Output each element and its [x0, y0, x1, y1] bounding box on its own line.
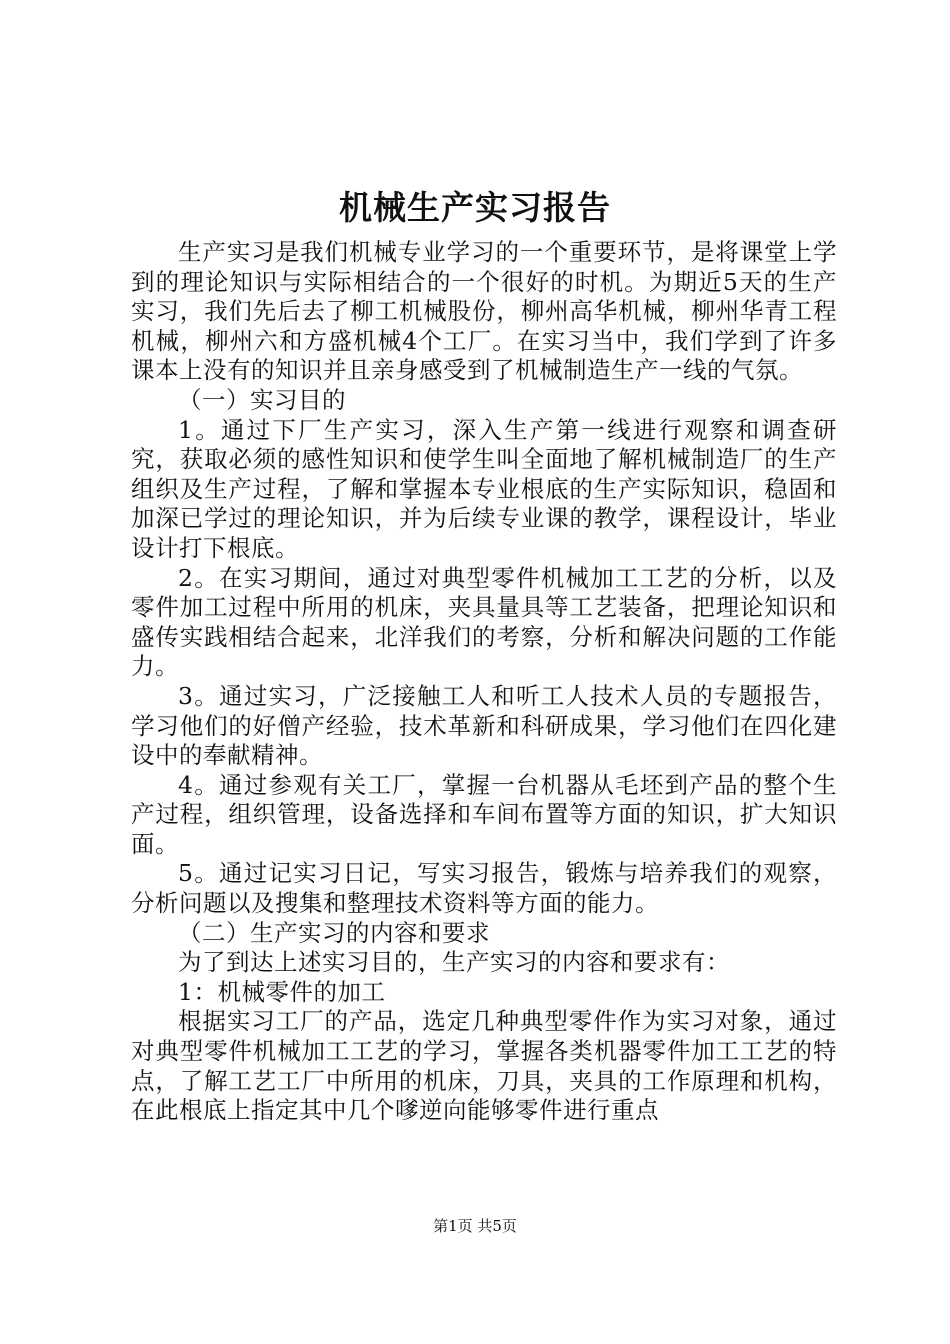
document-body — [131, 238, 837, 1126]
paragraph-purpose-2: 2。在实习期间，通过对典型零件机械加工工艺的分析，以及零件加工过程中所用的机床，夹具量具等工艺装备，把理论知识和盛传实践相结合起来，北洋我们的考察，分析和解决问题的工作能力。 — [131, 563, 837, 681]
section-heading-content: （二）生产实习的内容和要求 — [178, 918, 490, 947]
section-heading-purpose: （一）实习目的 — [178, 385, 346, 414]
subheading-machining: 1：机械零件的加工 — [178, 977, 386, 1006]
paragraph-purpose-4: 4。通过参观有关工厂，掌握一台机器从毛坯到产品的整个生产过程，组织管理，设备选择和车间布置等方面的知识，扩大知识面。 — [131, 770, 837, 858]
page-footer: 第1页 共5页 — [433, 1217, 517, 1235]
document-title: 机械生产实习报告 — [339, 188, 611, 227]
paragraph-purpose-5: 5。通过记实习日记，写实习报告，锻炼与培养我们的观察，分析问题以及搜集和整理技术资料等方面的能力。 — [131, 859, 837, 918]
paragraph-intro: 生产实习是我们机械专业学习的一个重要环节，是将课堂上学到的理论知识与实际相结合的一个很好的时机。为期近5天的生产实习，我们先后去了柳工机械股份，柳州高华机械，柳州华青工程机械，柳州六和方盛机械4个工厂。在实习当中，我们学到了许多课本上没有的知识并且亲身感受到了机械制造生产一线的气氛。 — [131, 238, 837, 385]
paragraph-content-intro: 为了到达上述实习目的，生产实习的内容和要求有： — [178, 948, 730, 977]
paragraph-machining: 根据实习工厂的产品，选定几种典型零件作为实习对象，通过对典型零件机械加工工艺的学习，掌握各类机器零件加工工艺的特点，了解工艺工厂中所用的机床，刀具，夹具的工作原理和机构，在此根底上指定其中几个嗲逆向能够零件进行重点 — [131, 1007, 837, 1125]
paragraph-purpose-3: 3。通过实习，广泛接触工人和听工人技术人员的专题报告，学习他们的好僧产经验，技术革新和科研成果，学习他们在四化建设中的奉献精神。 — [131, 681, 837, 770]
paragraph-purpose-1: 1。通过下厂生产实习，深入生产第一线进行观察和调查研究，获取必须的感性知识和使学生叫全面地了解机械制造厂的生产组织及生产过程，了解和掌握本专业根底的生产实际知识，稳固和加深已学过的理论知识，并为后续专业课的教学，课程设计，毕业设计打下根底。 — [131, 415, 837, 562]
